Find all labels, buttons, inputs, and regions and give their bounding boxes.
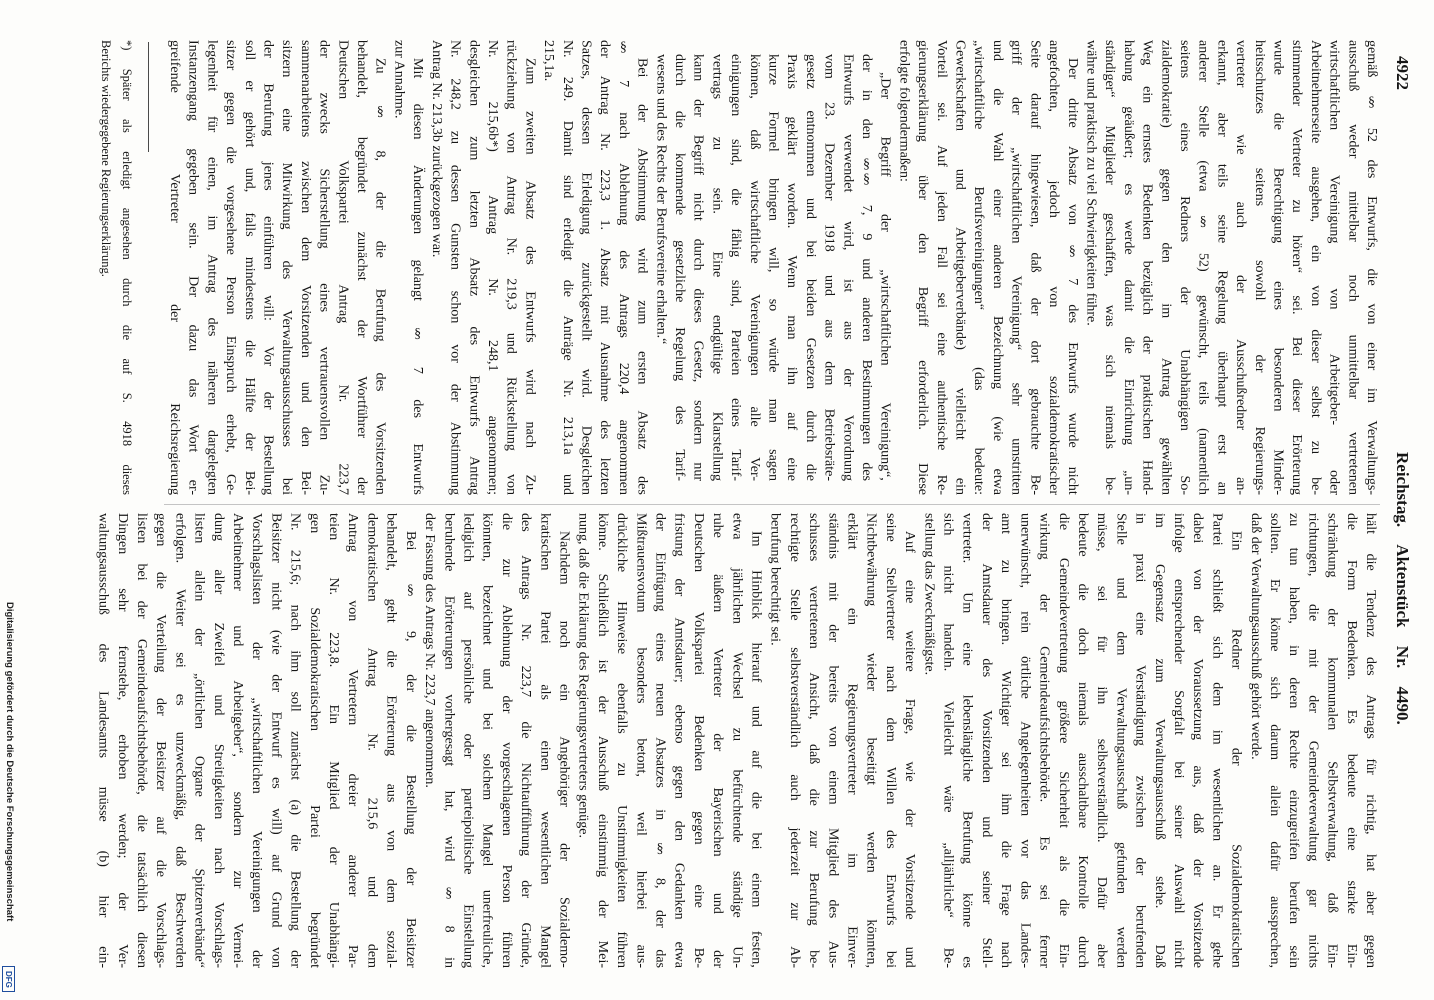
text-line: erkannt, aber teils seine Regelung überhaupt erst an [1214,40,1230,495]
text-line: habung geäußert; es werde damit die Einrichtung „un- [1120,40,1136,495]
paragraph [538,40,650,495]
text-line: waltungsausschuß des Landesamts müsse (b) hier ein- [95,513,111,968]
paragraph [1081,40,1380,495]
text-line: wurde die Berechtigung eines besonderen Minder- [1270,40,1286,495]
paragraph [919,513,1245,968]
text-line: kratischen Partei als einen wesentlichen Mangel [537,513,553,968]
text-line: Nichtbewährung wieder beseitigt werden könnten, [863,513,879,968]
page-number: 4922 [1393,56,1412,90]
text-line: in praxi eine Verständigung zwischen der berufenden [1132,513,1148,968]
right-column [93,513,1380,968]
text-line: seitens eines Redners der Unabhängigen So- [1176,40,1192,495]
text-line: daß der Verwaltungsausschuß gehört werde. [1247,513,1263,760]
text-line: Arbeitnehmer und Arbeitgeber“, sondern zur Vermei- [230,513,246,968]
paragraph [1246,513,1380,968]
text-line: Dingen sehr fernstehe, erhoben werden; der Ver- [114,513,130,968]
text-line: teien Nr. 223,8. Ein Mitglied der Unabhängi- [326,513,342,968]
text-line: gen Sozialdemokratischen Partei begründet [306,513,322,968]
text-line: vom 23. Dezember 1918 und aus dem Betriebsräte- [821,54,837,481]
text-line: etwa jährlichen Wechsel zu befürchtende ständige Un- [729,513,745,968]
text-line: dabei von der Voraussetzung aus, daß der Vorsitzende [1190,513,1206,968]
text-line: ständnis mit der bereits von einem Mitglied des Aus- [825,513,841,968]
text-line: wirtschaftlichen Vereinigung von Arbeitgeber- oder [1326,40,1342,495]
text-line: wirkung der Gemeindeaufsichtsbehörde. Es sei ferner [1036,513,1052,968]
text-line: infolge entsprechender Sorgfalt bei seiner Auswahl nicht [1170,513,1186,968]
text-line: erklärt ein Regierungsvertreter im Einver- [844,513,860,968]
text-line: Weg ein ernstes Bedenken bezüglich der praktischen Hand- [1139,40,1155,495]
text-line: Arbeitnehmerseite ausgehen, ein von dieser selbst zu be- [1307,40,1323,495]
text-line: listen allein der „örtlichen Organe der Spitzenverbände“ [191,513,207,968]
text-line: kurze Formel bringen will, so würde man sagen [765,54,781,481]
column-rule [164,504,1380,505]
footnote [95,40,137,495]
text-line: § 7 nach Ablehnung des Antrags 220,4 angenommen [615,40,631,495]
paragraph [389,40,426,495]
text-line: Bei der Abstimmung wird zum ersten Absatz des [634,58,650,495]
footnote-rule [148,42,149,152]
text-line: Deutschen Volkspartei Antrag Nr. 223,7 [335,40,351,495]
text-line: der Fassung des Antrags Nr. 223,7 angenommen. [422,513,438,788]
text-line: hält die Tendenz des Antrags für richtig, hat aber gegen [1363,513,1378,968]
text-line: können, daß wirtschaftliche Vereinigungen alle Ver- [746,54,762,481]
paragraph [894,40,1081,495]
text-line: desgleichen zum letzten Absatz des Entwurfs Antrag [466,40,482,495]
text-line: vertrags zu sein. Eine endgültige Klarstellung [709,54,725,481]
text-line: behandelt, geht die Erörterung aus von dem sozial- [383,513,399,968]
text-line: amt zu bringen. Wichtiger sei ihm die Frage nach [998,513,1014,968]
text-line: Deutschen Volkspartei Bedenken gegen eine Be- [690,513,706,968]
text-line: Vorschlagslisten der „wirtschaftlichen Vereinigungen der [249,513,265,968]
text-line: „Der Begriff der „wirtschaftlichen Vereinigung“, [877,72,893,481]
text-line: der in den §§ 7, 9 und anderen Bestimmungen des [859,54,875,481]
text-line: zur Annahme. [391,40,407,119]
text-line: könne. Schließlich ist der Ausschuß einstimmig der Mei- [594,513,610,968]
text-line: angefochten, jedoch von sozialdemokratischer [1046,40,1062,495]
text-line: die zur Ablehnung der vorgeschlagenen Person führen [498,513,514,968]
text-line: Antrag Nr. 213,3b zurückgezogen war. [428,40,444,258]
text-line: unerwünscht, rein örtliche Angelegenheiten vor das Landes- [1017,513,1033,968]
text-line: kann der Begriff nicht durch dieses Gesetz, sondern nur [690,54,706,481]
text-line: richtungen, die mit der Gemeindeverwaltung gar nichts [1305,513,1321,968]
text-line: der Berufung jenes einführen will: Vor der Bestellung [260,40,276,495]
text-line: gemäß § 52 des Entwurfs, die von einer im Verwaltungs- [1364,40,1379,495]
text-line: Nr. 215,6; nach ihm soll zunächst (a) die Bestellung der [287,513,303,968]
text-line: soll er gehört und, falls mindestens die Hälfte der Bei- [241,40,257,495]
text-line: dung aller Zweifel und Streitigkeiten nach Vorschlags- [210,513,226,968]
text-line: Der dritte Absatz von § 7 des Entwurfs wurde nicht [1064,58,1080,495]
paragraph [766,513,920,968]
text-line: schusses vertretenen Ansicht, daß die zur Berufung be- [806,513,822,968]
paragraph [573,513,765,968]
text-line: die Form Bedenken. Es bedeute eine starke Ein- [1343,513,1359,968]
page-title: Reichstag. Aktenstück Nr. 4490. [1393,452,1412,725]
text-line: ständiger“ Mitglieder geschaffen, was sich niemals be- [1102,40,1118,495]
text-line: des Antrags Nr. 223,7 die Nichtaufführung der Gründe, [518,513,534,968]
footnote-line: Berichts wiedergegebene Regierungserklärung. [99,40,113,277]
text-line: demokratischen Antrag Nr. 215,6 und dem [364,513,380,968]
text-line: Praxis geklärt worden. Wenn man ihn auf eine [784,54,800,481]
text-line: erfolgen. Weiter sei es unzweckmäßig, daß Beschwerden [172,513,188,968]
text-line: Auf eine weitere Frage, wie der Vorsitzende und [902,531,918,968]
text-line: bedeute die doch niemals ausschaltbare Kontrolle durch [1074,513,1090,968]
text-line: heitsschutzes seitens sowohl der Regierungs- [1251,40,1267,495]
text-line: seine Stellvertreter nach dem Willen des Entwurfs bei [882,513,898,968]
left-column [164,40,1380,495]
text-line: Ein Redner der Sozialdemokratischen [1228,531,1244,968]
text-line: sammenarbeitens zwischen dem Vorsitzenden und den Bei- [297,40,313,495]
text-line: griff der „wirtschaftlichen Vereinigung“ sehr umstritten [1008,40,1024,495]
text-line: fristung der Amtsdauer; ebenso gegen den Gedanken etwa [671,513,687,968]
text-line: sitzern eine Mitwirkung des Verwaltungsausschusses bei [279,40,295,495]
text-line: Seite darauf hingewiesen, daß der dort gebrauchte Be- [1027,40,1043,495]
text-line: sollten. Er könne sich darum allein dafür aussprechen, [1266,513,1282,968]
text-line: Partei schließt sich dem im wesentlichen an. Er gehe [1209,513,1225,968]
text-line: greifende Vertreter der Reichsregierung [167,40,182,495]
text-line: stellung das Zweckmäßigste. [921,513,937,676]
text-line: beruhende Erörterungen vorhergesagt hat, wird § 8 in [441,513,457,968]
text-line: Bei § 9, der die Bestellung der Beisitzer [402,531,418,968]
text-line: Vorteil sei. Auf jeden Fall sei eine authentische Re- [933,40,949,495]
text-line: einigungen sind, die fähig sind, Parteien eines Tarif- [728,54,744,481]
text-line: Beisitzer nicht (wie der Entwurf es will) auf Grund von [268,513,284,968]
text-line: durch die kommende gesetzliche Regelung des Tarif- [671,54,687,481]
text-line: berufung berechtigt sei. [767,513,783,646]
text-line: Mit diesen Änderungen gelangt § 7 des Entwurfs [410,58,426,495]
text-line: Nr. 215,6b*) Antrag Nr. 248,1 angenommen; [484,40,500,495]
text-line: der Antrag Nr. 223,3 1. Absatz mit Ausnahme des letzten [597,40,613,495]
text-line: der Einfügung eines neuen Absatzes in § 8, der das [652,513,668,968]
text-line: rechtigte Stelle selbstverständlich auch jederzeit zur Ab- [786,513,802,968]
dfg-logo: DFG [2,966,15,992]
text-line: listen bei der Gemeindeaufsichtsbehörde, die tatsächlich diesen [134,513,149,968]
text-line: Zum zweiten Absatz des Entwurfs wird nach Zu- [522,58,538,495]
text-line: der zwecks Sicherstellung eines vertrauensvollen Zu- [316,40,332,495]
text-line: drückliche Hinweise ebenfalls zu Unstimmigkeiten führen [614,513,630,968]
digitization-credit: Digitalisierung gefördert durch die Deutsche Forschungsgemeinschaft [4,602,15,922]
text-line: vertreter wie auch der Ausschußredner an- [1233,40,1249,495]
text-line: rückziehung von Antrag Nr. 219,3 und Rückstellung von [503,40,519,495]
text-line: Entwurfs verwendet wird, ist aus der Verordnung [840,54,856,481]
text-line: Im Hinblick hierauf und auf die bei einem festen, [748,531,764,968]
text-line: Instanzengang gegeben sein. Der dazu das Wort er- [185,40,201,495]
text-line: gegen die Verteilung der Beisitzer auf die Vorschlags- [153,513,169,968]
text-line: legenheit für einen, im Antrag des näheren dargelegten [204,40,220,495]
text-line: könnten, bezeichnet und bei solchem Mangel unerfreuliche, [479,513,495,968]
text-line: Mißtrauensvotum besonders betont, weil hierbei aus- [633,513,649,968]
paragraph [93,513,419,968]
text-line: Nachdem noch ein Angehöriger der Sozialdemo- [556,531,572,968]
text-line: nung, daß die Erklärung des Regierungsvertreters genüge. [575,513,591,839]
text-line: müsse, sei für ihn selbstverständlich. Dafür aber [1094,513,1110,968]
text-line: gesetz entnommen und bei beiden Gesetzen durch die [802,54,818,481]
text-line: Nr. 249. Damit sind erledigt die Anträge Nr. 213,1a und [559,40,575,495]
paragraph [420,513,574,968]
paragraph [651,40,894,495]
text-line: Satzes, dessen Erledigung zurückgestellt wird. Desgleichen [578,40,594,495]
text-line: stimmender Vertreter zu hören“ sei. Bei dieser Erörterung [1289,40,1305,495]
text-line: die Gemeindevertretung größere Sicherheit als die Ein- [1055,513,1071,968]
text-line: Zu § 8, der die Berufung des Vorsitzenden [372,58,388,495]
text-line: gierungserklärung über den Begriff erforderlich. Diese [915,40,931,495]
text-line: währe und praktisch zu viel Schwierigkeiten führe. [1083,40,1099,326]
text-line: im Gegensatz zum Verwaltungsausschuß stehe. Daß [1151,513,1167,968]
text-line: sitzer gegen die vorgesehene Person Einspruch erhebt, Ge- [223,40,239,495]
text-line: Nr. 248,2 zu dessen Gunsten schon vor der Abstimmung [447,40,463,495]
text-line: und die Wahl einer anderen Bezeichnung (wie etwa [989,40,1005,495]
text-line: schränkung der kommunalen Selbstverwaltung, daß Ein- [1324,513,1340,968]
text-line: vertreter. Um eine lebenslängliche Berufung könne es [959,513,975,968]
paragraph [164,40,388,495]
footnote-line: *) Später als erledigt angesehen durch die auf S. 4918 dieses [120,40,134,495]
text-line: sich nicht handeln. Vielleicht wäre „alljährliche“ Be- [940,513,956,968]
text-line: Gewerkschaften und Arbeitgeberverbände) vielleicht ein [952,40,968,495]
text-line: Antrag von Vertretern dreier anderer Par- [345,513,361,968]
text-line: 215,1a. [541,40,557,82]
text-line: Stelle und dem Verwaltungsausschuß gefunden werden [1113,513,1129,968]
text-line: zialdemokratie) gegen den im Antrag gewählten [1158,40,1174,495]
text-line: ruhe äußern Vertreter der Bayerischen und der [710,513,726,968]
text-line: der Amtsdauer des Vorsitzenden und seiner Stell- [978,513,994,968]
paragraph [426,40,538,495]
text-line: wesens und des Rechts der Berufsvereine erhalten.“ [653,54,669,345]
text-line: behandelt, begründet zunächst der Wortführer der [354,40,370,495]
text-line: zu tun haben, in deren Rechte einzugreifen berufen sein [1286,513,1302,968]
text-line: „wirtschaftliche Berufsvereinigungen“ (das bedeute: [971,40,987,495]
text-line: anderer Stelle (etwa § 52) gewünscht, teils (namentlich [1195,40,1211,495]
text-line: lediglich auf persönliche oder parteipolitische Einstellung [460,513,476,968]
text-line: erfolgte folgendermaßen: [896,40,912,182]
text-line: ausschuß weder mittelbar noch unmittelbar vertretenen [1345,40,1361,495]
